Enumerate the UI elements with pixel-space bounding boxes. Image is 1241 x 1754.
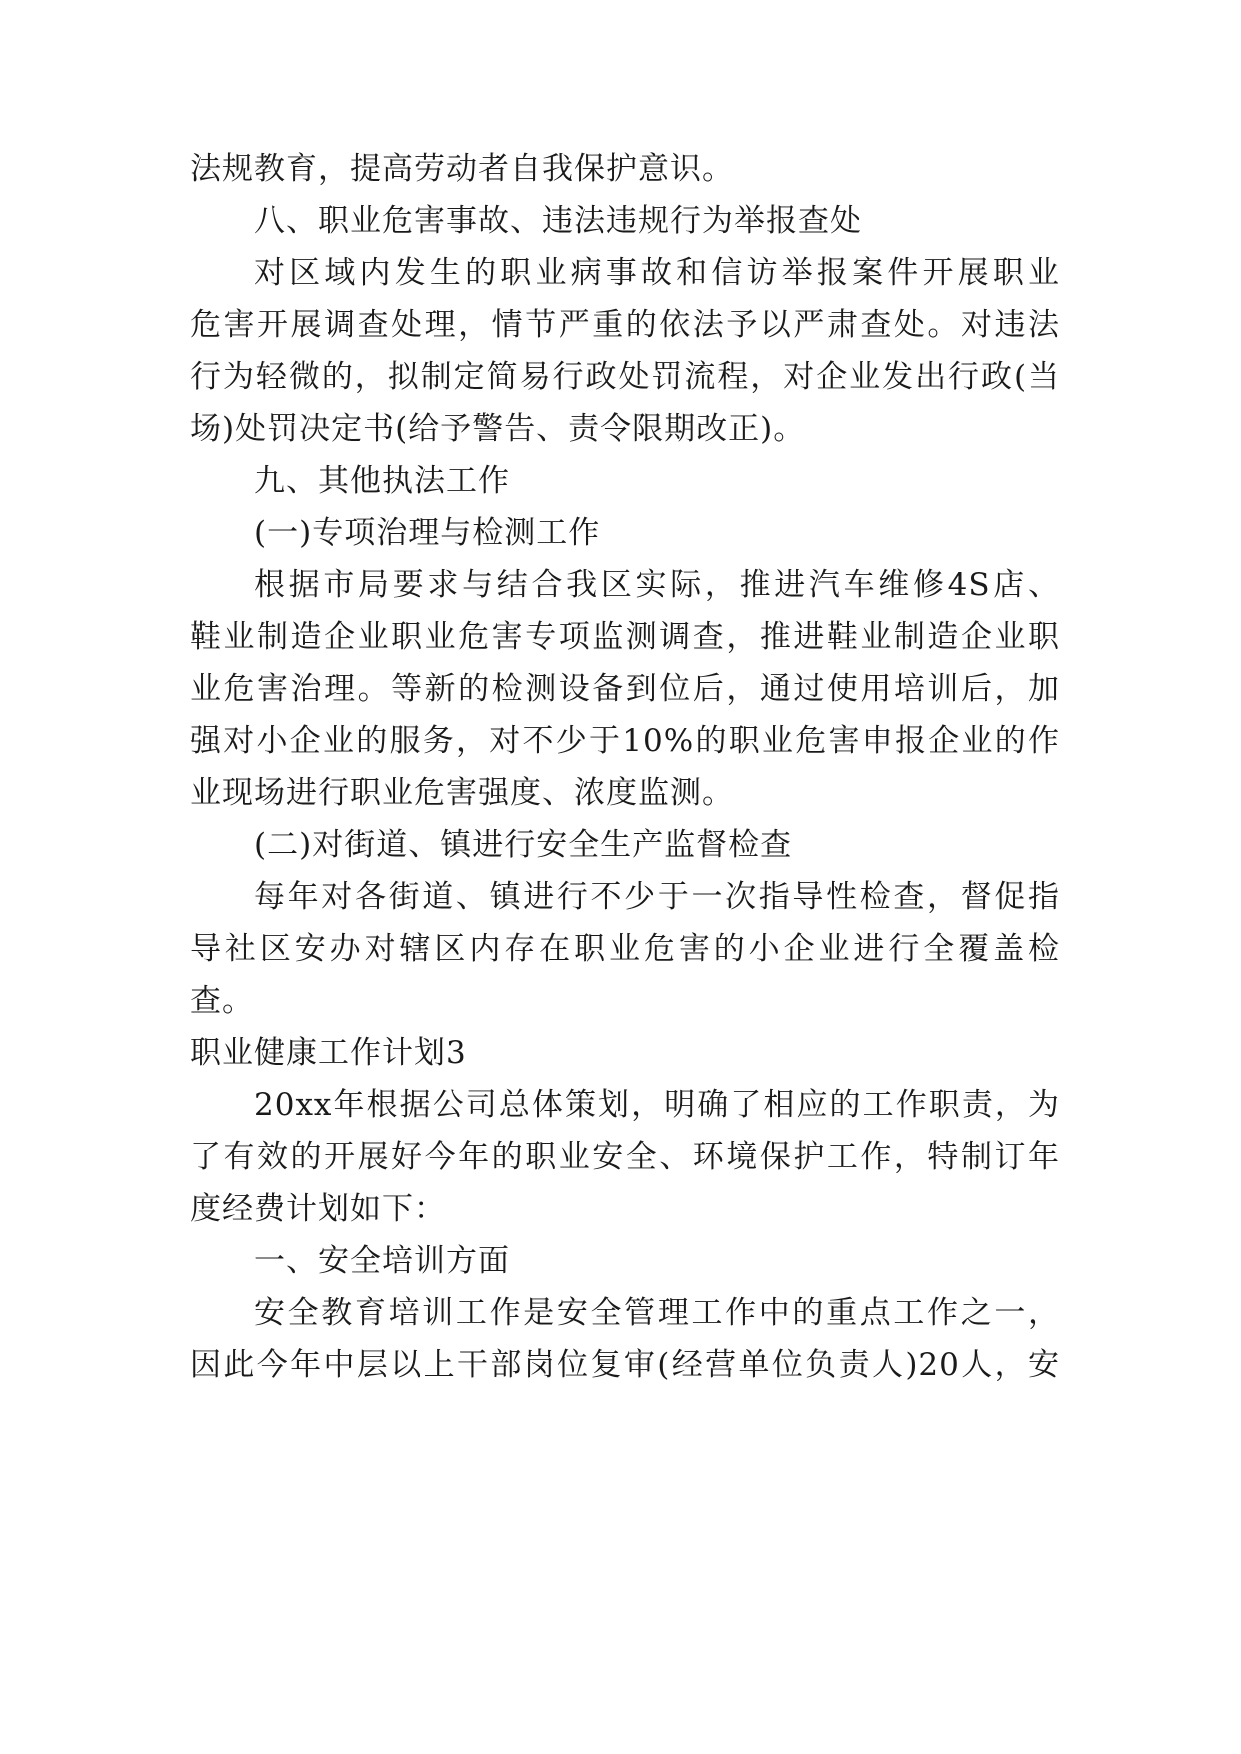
paragraph-line: 业危害治理。等新的检测设备到位后，通过使用培训后，加 [190,671,1060,707]
section-heading: 一、安全培训方面 [254,1243,510,1279]
paragraph-line: 行为轻微的，拟制定简易行政处罚流程，对企业发出行政(当 [190,359,1060,395]
paragraph-line: 安全教育培训工作是安全管理工作中的重点工作之一， [254,1295,1060,1331]
paragraph-line: 业现场进行职业危害强度、浓度监测。 [190,775,734,811]
paragraph-line: 法规教育，提高劳动者自我保护意识。 [190,151,734,187]
paragraph-line: 危害开展调查处理，情节严重的依法予以严肃查处。对违法 [190,307,1060,343]
subsection-heading: (一)专项治理与检测工作 [254,515,601,551]
subsection-heading: (二)对街道、镇进行安全生产监督检查 [254,827,793,863]
paragraph-line: 鞋业制造企业职业危害专项监测调查，推进鞋业制造企业职 [190,619,1060,655]
paragraph-line: 查。 [190,983,254,1019]
paragraph-line: 对区域内发生的职业病事故和信访举报案件开展职业 [254,255,1060,291]
document-title: 职业健康工作计划3 [190,1035,467,1071]
paragraph-line: 导社区安办对辖区内存在职业危害的小企业进行全覆盖检 [190,931,1060,967]
paragraph-line: 强对小企业的服务，对不少于10%的职业危害申报企业的作 [190,723,1060,759]
paragraph-line: 因此今年中层以上干部岗位复审(经营单位负责人)20人，安 [190,1347,1060,1383]
section-heading: 八、职业危害事故、违法违规行为举报查处 [254,203,862,239]
paragraph-line: 每年对各街道、镇进行不少于一次指导性检查，督促指 [254,879,1060,915]
paragraph-line: 20xx年根据公司总体策划，明确了相应的工作职责，为 [254,1087,1060,1123]
paragraph-line: 了有效的开展好今年的职业安全、环境保护工作，特制订年 [190,1139,1060,1175]
paragraph-line: 根据市局要求与结合我区实际，推进汽车维修4S店、 [254,567,1060,603]
paragraph-line: 场)处罚决定书(给予警告、责令限期改正)。 [190,411,806,447]
section-heading: 九、其他执法工作 [254,463,510,499]
paragraph-line: 度经费计划如下： [190,1191,446,1227]
